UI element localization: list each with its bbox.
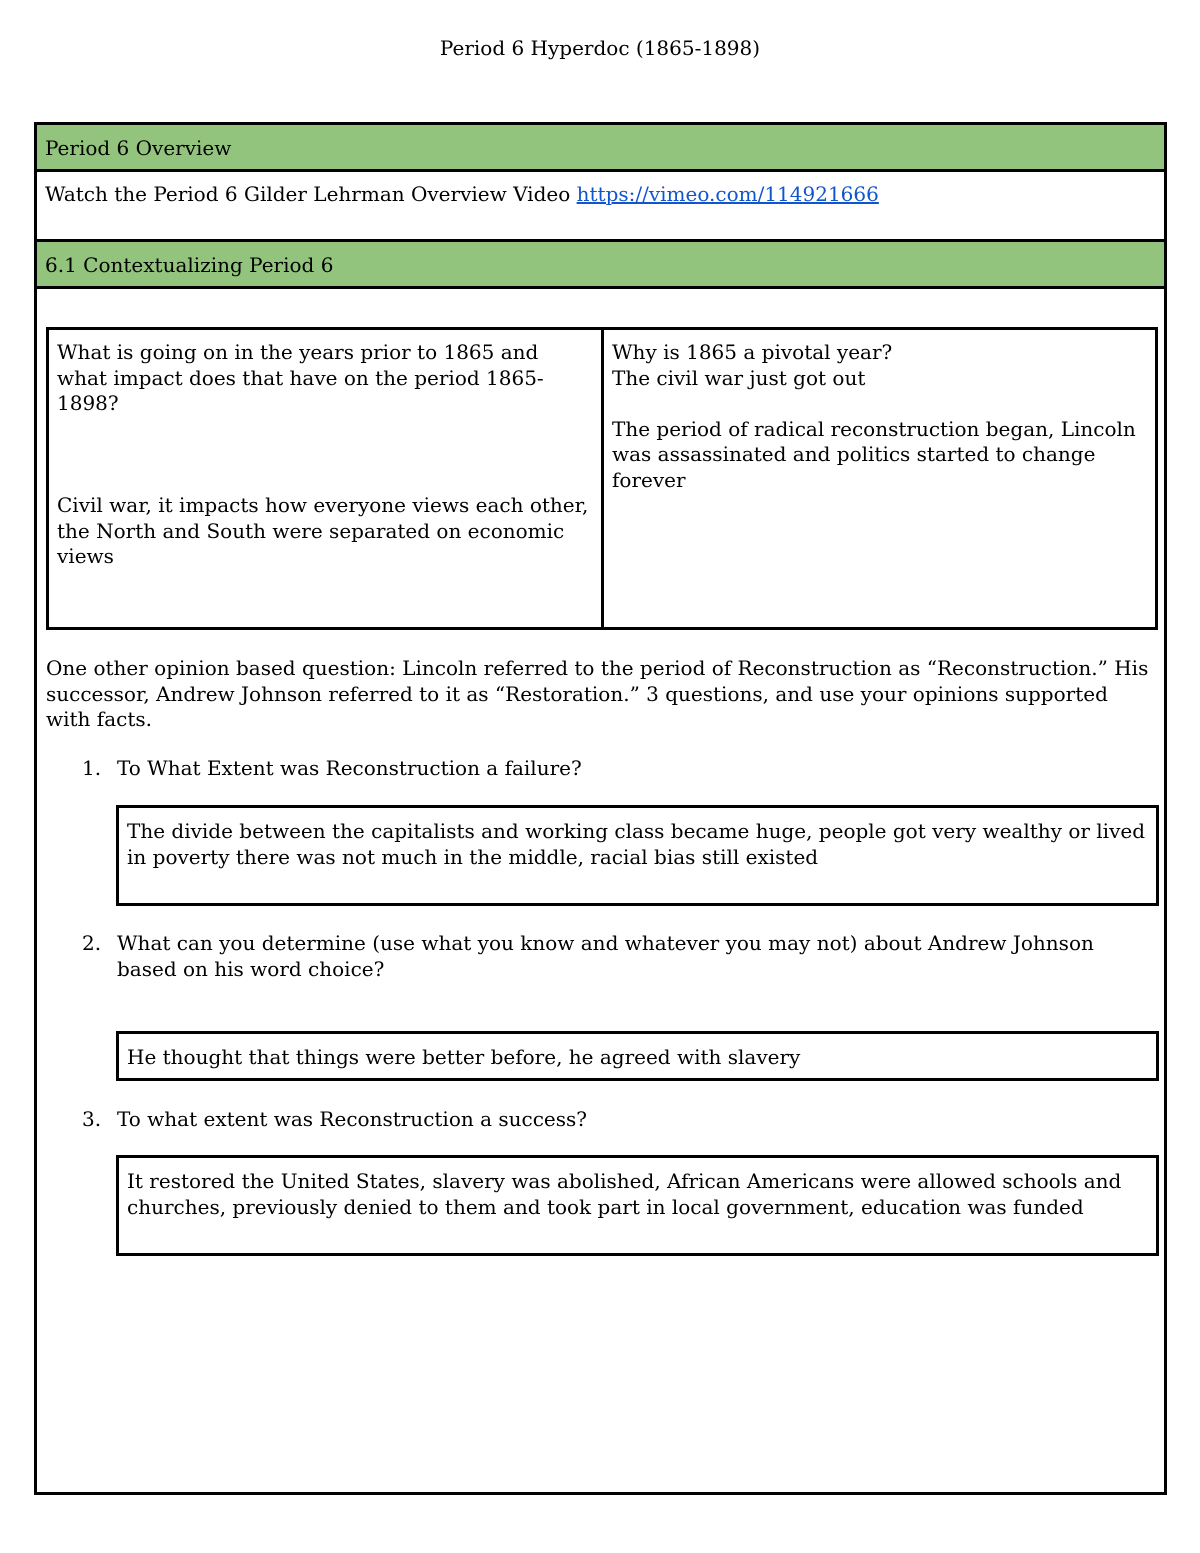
overview-text: Watch the Period 6 Gilder Lehrman Overview Video [45,182,571,206]
question-2 [82,931,1152,982]
overview-video-link[interactable]: https://vimeo.com/114921666 [576,182,879,206]
document-title: Period 6 Hyperdoc (1865-1898) [439,36,761,60]
answer-box-2[interactable] [116,1031,1159,1081]
opinion-intro: One other opinion based question: Lincoln referred to the period of Reconstruction as “Reconstruction.” His successor, Andrew Johnson referred to it as “Restoration.” 3 questions, and use your opinions supported with facts. [46,656,1149,731]
contextualizing-table [46,327,1158,630]
overview-row [37,172,1164,242]
overview-header: Period 6 Overview [37,125,1164,172]
answer-text: The divide between the capitalists and working class became huge, people got very wealthy or lived in poverty there was not much in the middle, racial bias still existed [127,819,1146,869]
answer-box-3[interactable] [116,1155,1159,1256]
question-text: To what extent was Reconstruction a success? [117,1107,588,1131]
prior-years-cell [49,330,604,627]
pivotal-year-cell [604,330,1155,627]
pivotal-year-answer-2: The period of radical reconstruction began, Lincoln was assassinated and politics started to change forever [612,416,1136,492]
answer-box-1[interactable] [116,805,1159,906]
question-number: 3. [82,1107,102,1131]
question-number: 2. [82,931,102,955]
worksheet-table [34,122,1167,1495]
question-3 [82,1107,1152,1133]
contextualizing-header: 6.1 Contextualizing Period 6 [37,242,1164,289]
question-text: What can you determine (use what you know and whatever you may not) about Andrew Johnson based on his word choice? [117,931,1094,981]
prior-years-question: What is going on in the years prior to 1865 and what impact does that have on the period 1865-1898? [57,340,544,415]
pivotal-year-answer-1: The civil war just got out [612,365,866,390]
question-1 [82,756,1152,782]
question-number: 1. [82,756,102,780]
answer-text: He thought that things were better before, he agreed with slavery [127,1045,801,1069]
pivotal-year-question: Why is 1865 a pivotal year? [612,340,893,364]
question-text: To What Extent was Reconstruction a failure? [117,756,582,780]
answer-text: It restored the United States, slavery was abolished, African Americans were allowed schools and churches, previously denied to them and took part in local government, education was funded [127,1169,1122,1219]
prior-years-answer: Civil war, it impacts how everyone views each other, the North and South were separated on economic views [57,493,589,568]
